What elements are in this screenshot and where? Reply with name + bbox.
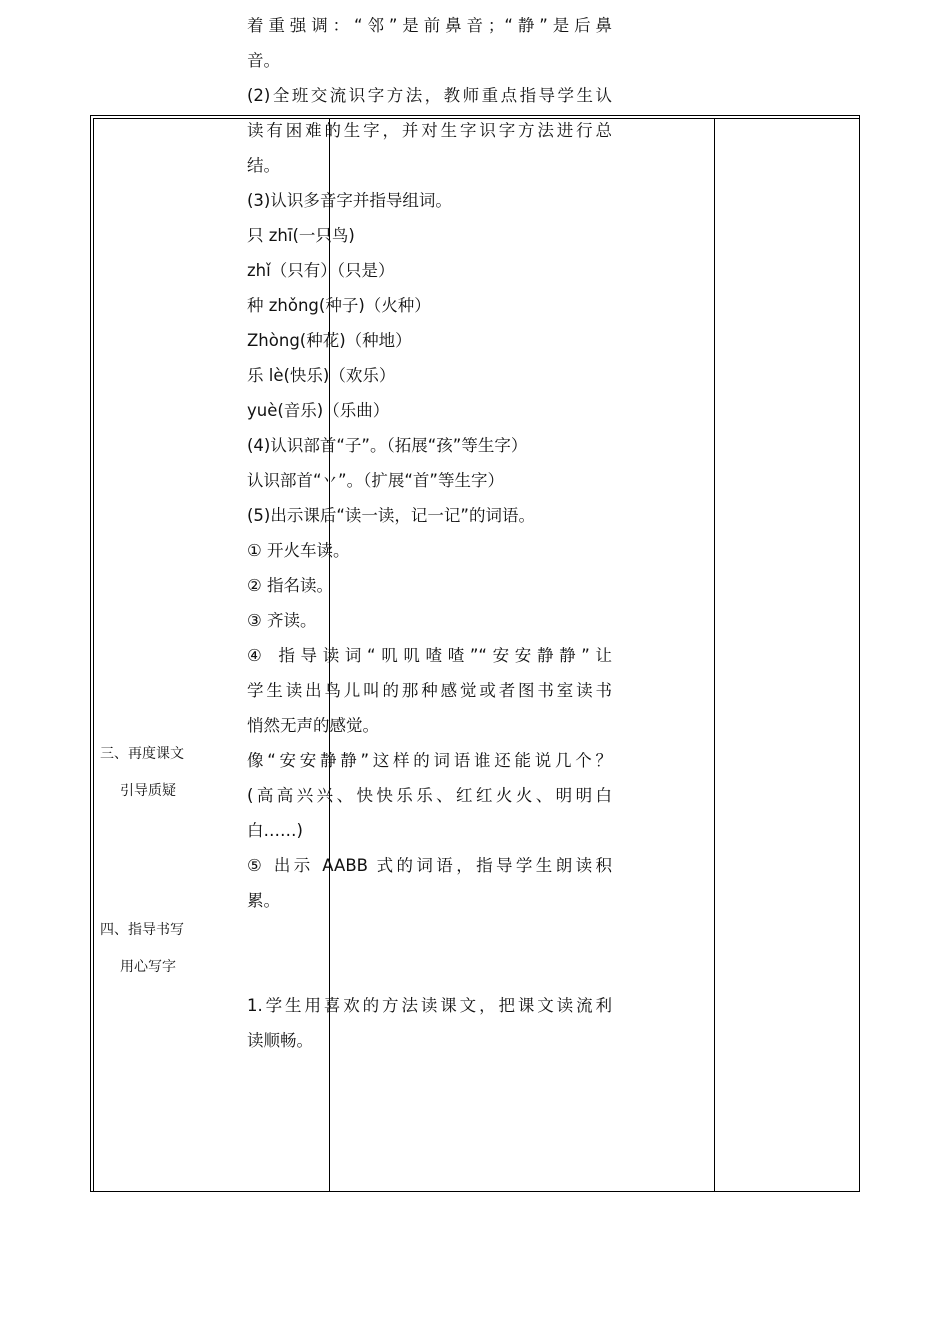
content-line: 结。 [247,156,280,175]
content-line: yuè(音乐)（乐曲） [247,401,390,420]
content-line: zhǐ（只有）（只是） [247,261,395,280]
section3-title: 三、再度课文 [100,746,184,762]
content-line: (2)全班交流识字方法，教师重点指导学生认 [247,86,612,105]
content-line: 悄然无声的感觉。 [247,716,379,735]
content-line: 着重强调：“邻”是前鼻音；“静”是后鼻 [247,16,612,35]
content-line: 1.学生用喜欢的方法读课文，把课文读流利 [247,996,612,1015]
content-line: 乐 lè(快乐)（欢乐） [247,366,396,385]
content-line: 种 zhǒng(种子)（火种） [247,296,431,315]
section4-title: 四、指导书写 [100,922,184,938]
content-line: (3)认识多音字并指导组词。 [247,191,452,210]
content-line: 白……) [247,821,303,840]
content-line: (5)出示课后“读一读，记一记”的词语。 [247,506,535,525]
content-line: ① 开火车读。 [247,541,350,560]
content-line: ② 指名读。 [247,576,334,595]
content-line: Zhòng(种花)（种地） [247,331,412,350]
content-line: (4)认识部首“子”。（拓展“孩”等生字） [247,436,528,455]
lesson-content [247,8,612,1058]
section4-subtitle: 用心写字 [120,959,176,975]
spacer [247,918,612,988]
content-line: 音。 [247,51,280,70]
content-line: 累。 [247,891,280,910]
content-line: ③ 齐读。 [247,611,317,630]
section3-subtitle: 引导质疑 [120,783,176,799]
content-line: 学生读出鸟儿叫的那种感觉或者图书室读书 [247,681,612,700]
content-line: 只 zhī(一只鸟) [247,226,355,245]
content-line: 读有困难的生字，并对生字识字方法进行总 [247,121,612,140]
content-line: 读顺畅。 [247,1031,313,1050]
content-line: ④ 指导读词“叽叽喳喳”“安安静静”让 [247,646,612,665]
content-line: 认识部首“丷”。（扩展“首”等生字） [247,471,504,490]
content-line: ⑤ 出示 AABB 式的词语，指导学生朗读积 [247,856,612,875]
content-line: 像“安安静静”这样的词语谁还能说几个？ [247,751,612,770]
column-divider-2 [714,119,715,1191]
content-line: (高高兴兴、快快乐乐、红红火火、明明白 [247,786,612,805]
